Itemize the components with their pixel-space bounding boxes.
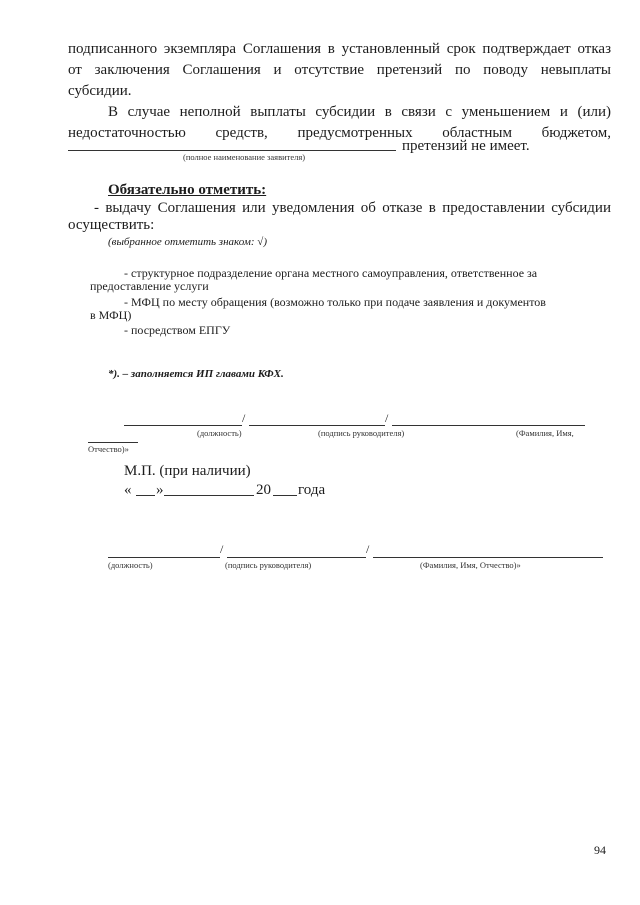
sign2-name-line xyxy=(373,557,603,558)
applicant-name-line xyxy=(68,150,396,151)
sign2-position-caption: (должность) xyxy=(108,560,153,570)
para1-line1: подписанного экземпляра Соглашения в установленный срок подтверждает отказ xyxy=(68,41,611,57)
sign1-name-caption: (Фамилия, Имя, xyxy=(516,428,574,438)
date-day-line xyxy=(136,495,155,496)
para2-line1: В случае неполной выплаты субсидии в связи с уменьшением и (или) xyxy=(108,104,611,120)
date-close-quote: » xyxy=(156,482,164,498)
sign1-signature-line xyxy=(249,425,385,426)
sign2-signature-line xyxy=(227,557,366,558)
sign1-name-caption-underline xyxy=(88,442,138,443)
mandatory-heading: Обязательно отметить: xyxy=(108,182,267,198)
date-year-line xyxy=(273,495,297,496)
sign2-name-caption: (Фамилия, Имя, Отчество)» xyxy=(420,560,521,570)
page-number: 94 xyxy=(594,843,606,857)
sign1-position-line xyxy=(124,425,242,426)
sign1-signature-caption: (подпись руководителя) xyxy=(318,428,405,438)
mandatory-line2: осуществить: xyxy=(68,217,155,233)
mandatory-line1: - выдачу Соглашения или уведомления об отказе в предоставлении субсидии xyxy=(94,200,611,216)
sign2-slash2: / xyxy=(366,542,370,556)
sign1-slash2: / xyxy=(385,411,389,425)
mandatory-hint: (выбранное отметить знаком: √) xyxy=(108,236,268,248)
sign2-signature-caption: (подпись руководителя) xyxy=(225,560,312,570)
sign1-position-caption: (должность) xyxy=(197,428,242,438)
date-year-prefix: 20 xyxy=(256,482,271,498)
sign2-slash1: / xyxy=(220,542,224,556)
para1-line2: от заключения Соглашения и отсутствие претензий по поводу невыплаты xyxy=(68,62,611,78)
option-department-line2: предоставление услуги xyxy=(90,279,209,293)
para2-line2: недостаточностью средств, предусмотренных областным бюджетом, xyxy=(68,125,611,141)
sign1-name-line xyxy=(392,425,585,426)
sign2-position-line xyxy=(108,557,220,558)
stamp-label: М.П. (при наличии) xyxy=(124,463,251,479)
date-month-line xyxy=(164,495,254,496)
sign1-name-caption-cont: Отчество)» xyxy=(88,444,129,454)
date-year-suffix: года xyxy=(298,482,326,498)
option-mfc-line2: в МФЦ) xyxy=(90,308,132,322)
date-open-quote: « xyxy=(124,482,132,498)
sign1-slash1: / xyxy=(242,411,246,425)
footnote: *). – заполняется ИП главами КФХ. xyxy=(108,368,284,380)
option-mfc-line1: - МФЦ по месту обращения (возможно только при подаче заявления и документов xyxy=(124,295,546,309)
para2-line3-end: претензий не имеет. xyxy=(402,138,530,154)
option-epgu: - посредством ЕПГУ xyxy=(124,323,231,337)
applicant-name-caption: (полное наименование заявителя) xyxy=(183,152,306,162)
option-department-line1: - структурное подразделение органа местного самоуправления, ответственное за xyxy=(124,266,538,280)
para1-line3: субсидии. xyxy=(68,83,132,99)
